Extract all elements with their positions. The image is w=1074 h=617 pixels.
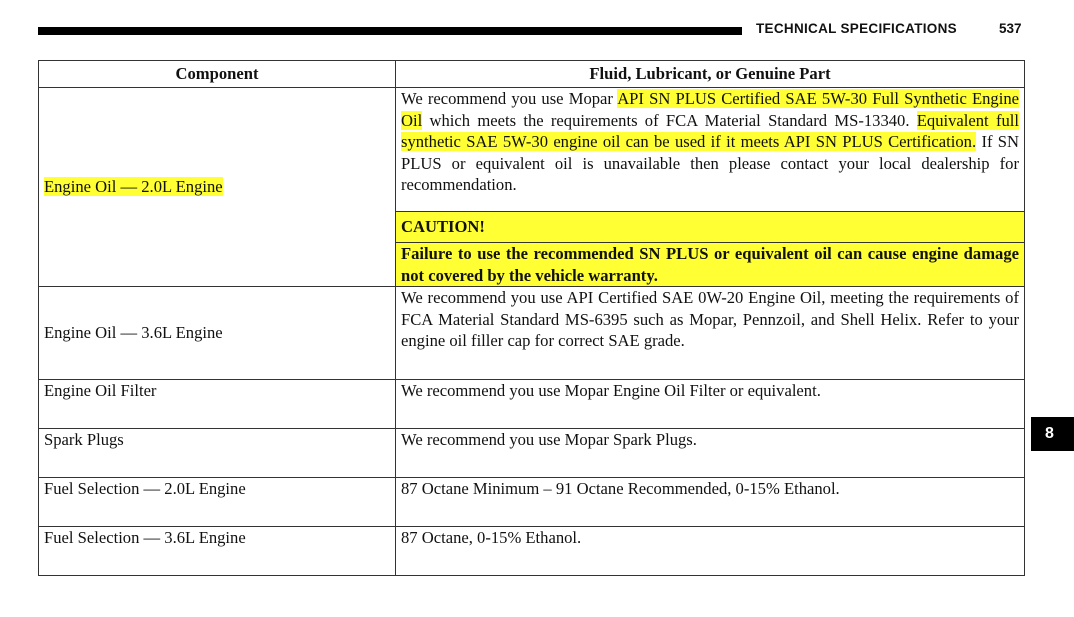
- spec-cell: We recommend you use Mopar Engine Oil Filter or equivalent.: [396, 380, 1025, 429]
- table-row: [39, 478, 1025, 527]
- specifications-table: [38, 60, 1025, 576]
- table-row: [39, 380, 1025, 429]
- spec-cell: 87 Octane Minimum – 91 Octane Recommended, 0-15% Ethanol.: [396, 478, 1025, 527]
- header-rule: [38, 27, 742, 35]
- spec-cell: We recommend you use API Certified SAE 0W-20 Engine Oil, meeting the requirements of FCA Material Standard MS-6395 such as Mopar, Pennzoil, and Shell Helix. Refer to your engine oil filler cap for correct SAE grade.: [396, 287, 1025, 380]
- table-row: [39, 88, 1025, 212]
- page-number: 537: [999, 21, 1022, 36]
- column-header-component: Component: [39, 61, 396, 88]
- spec-text: If SN PLUS or equivalent oil is unavailable then please contact your local dealership for recommendation.: [401, 132, 1020, 194]
- spec-cell: [396, 88, 1025, 212]
- component-cell: Engine Oil — 3.6L Engine: [39, 287, 396, 380]
- section-title: TECHNICAL SPECIFICATIONS: [756, 21, 957, 36]
- spec-text: which meets the requirements of FCA Material Standard MS-13340.: [422, 110, 917, 130]
- caution-title: CAUTION!: [396, 212, 1025, 243]
- spec-cell: 87 Octane, 0-15% Ethanol.: [396, 527, 1025, 576]
- component-cell: [39, 88, 396, 287]
- spec-highlight: API SN PLUS Certified SAE 5W-30 Full Synthetic Engine Oil: [401, 89, 1019, 130]
- table-row: [39, 527, 1025, 576]
- table-row: [39, 287, 1025, 380]
- spec-cell: We recommend you use Mopar Spark Plugs.: [396, 429, 1025, 478]
- spec-highlight: Equivalent full synthetic SAE 5W-30 engine oil can be used if it meets API SN PLUS Certification.: [401, 110, 1019, 151]
- component-cell: Spark Plugs: [39, 429, 396, 478]
- caution-text: Failure to use the recommended SN PLUS or equivalent oil can cause engine damage not covered by the vehicle warranty.: [396, 243, 1025, 287]
- component-cell: Fuel Selection — 3.6L Engine: [39, 527, 396, 576]
- component-cell: Engine Oil Filter: [39, 380, 396, 429]
- table-header-row: [39, 61, 1025, 88]
- table-row: [39, 429, 1025, 478]
- chapter-tab[interactable]: 8: [1031, 417, 1074, 451]
- spec-text: We recommend you use Mopar: [401, 89, 618, 108]
- component-label: Engine Oil — 2.0L Engine: [44, 177, 223, 197]
- column-header-fluid: Fluid, Lubricant, or Genuine Part: [396, 61, 1025, 88]
- component-cell: Fuel Selection — 2.0L Engine: [39, 478, 396, 527]
